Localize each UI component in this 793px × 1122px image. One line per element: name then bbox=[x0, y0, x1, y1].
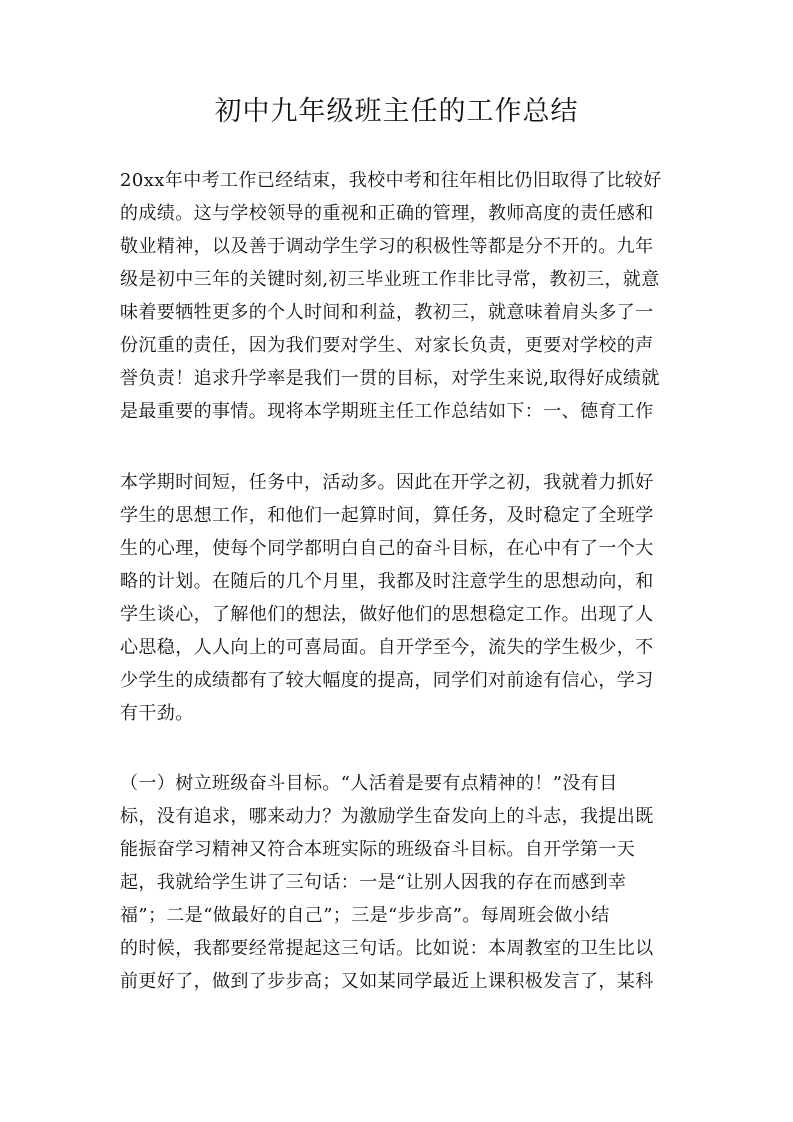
text-line: 起，我就给学生讲了三句话：一是“让别人因我的存在而感到幸 bbox=[120, 872, 627, 893]
text-line: 有干劲。 bbox=[120, 703, 194, 724]
text-line: 20xx年中考工作已经结束，我校中考和往年相比仍旧取得了比较好 bbox=[120, 170, 662, 191]
text-line: 标，没有追求，哪来动力？为激励学生奋发向上的斗志，我提出既 bbox=[120, 806, 654, 827]
text-line: 学生的思想工作，和他们一起算时间，算任务，及时稳定了全班学 bbox=[120, 505, 654, 526]
text-line: 份沉重的责任，因为我们要对学生、对家长负责，更要对学校的声 bbox=[120, 335, 654, 356]
text-line: 级是初中三年的关键时刻,初三毕业班工作非比寻常，教初三，就意 bbox=[120, 269, 660, 290]
text-line: 是最重要的事情。现将本学期班主任工作总结如下：一、德育工作 bbox=[120, 401, 654, 422]
paragraph-3 bbox=[120, 767, 675, 998]
text-line: 味着要牺牲更多的个人时间和利益，教初三，就意味着肩头多了一 bbox=[120, 302, 654, 323]
text-line: 心思稳，人人向上的可喜局面。自开学至今，流失的学生极少，不 bbox=[120, 637, 654, 658]
text-line: 学生谈心，了解他们的想法，做好他们的思想稳定工作。出现了人 bbox=[120, 604, 654, 625]
paragraph-1 bbox=[120, 164, 675, 428]
text-line: 能振奋学习精神又符合本班实际的班级奋斗目标。自开学第一天 bbox=[120, 839, 636, 860]
text-line: 本学期时间短，任务中，活动多。因此在开学之初，我就着力抓好 bbox=[120, 472, 654, 493]
text-line: 福”；二是“做最好的自己”；三是“步步高”。每周班会做小结 bbox=[120, 905, 610, 926]
text-line: 略的计划。在随后的几个月里，我都及时注意学生的思想动向，和 bbox=[120, 571, 654, 592]
text-line: 敬业精神，以及善于调动学生学习的积极性等都是分不开的。九年 bbox=[120, 236, 654, 257]
text-line: （一）树立班级奋斗目标。“人活着是要有点精神的！”没有目 bbox=[120, 773, 618, 794]
text-line: 的成绩。这与学校领导的重视和正确的管理，教师高度的责任感和 bbox=[120, 203, 654, 224]
text-line: 生的心理，使每个同学都明白自己的奋斗目标，在心中有了一个大 bbox=[120, 538, 654, 559]
text-line: 前更好了，做到了步步高；又如某同学最近上课积极发言了，某科 bbox=[120, 971, 654, 992]
text-line: 誉负责！追求升学率是我们一贯的目标，对学生来说,取得好成绩就 bbox=[120, 368, 660, 389]
text-line: 的时候，我都要经常提起这三句话。比如说：本周教室的卫生比以 bbox=[120, 938, 654, 959]
paragraph-2 bbox=[120, 466, 675, 730]
document-title: 初中九年级班主任的工作总结 bbox=[214, 96, 579, 127]
text-line: 少学生的成绩都有了较大幅度的提高，同学们对前途有信心，学习 bbox=[120, 670, 654, 691]
